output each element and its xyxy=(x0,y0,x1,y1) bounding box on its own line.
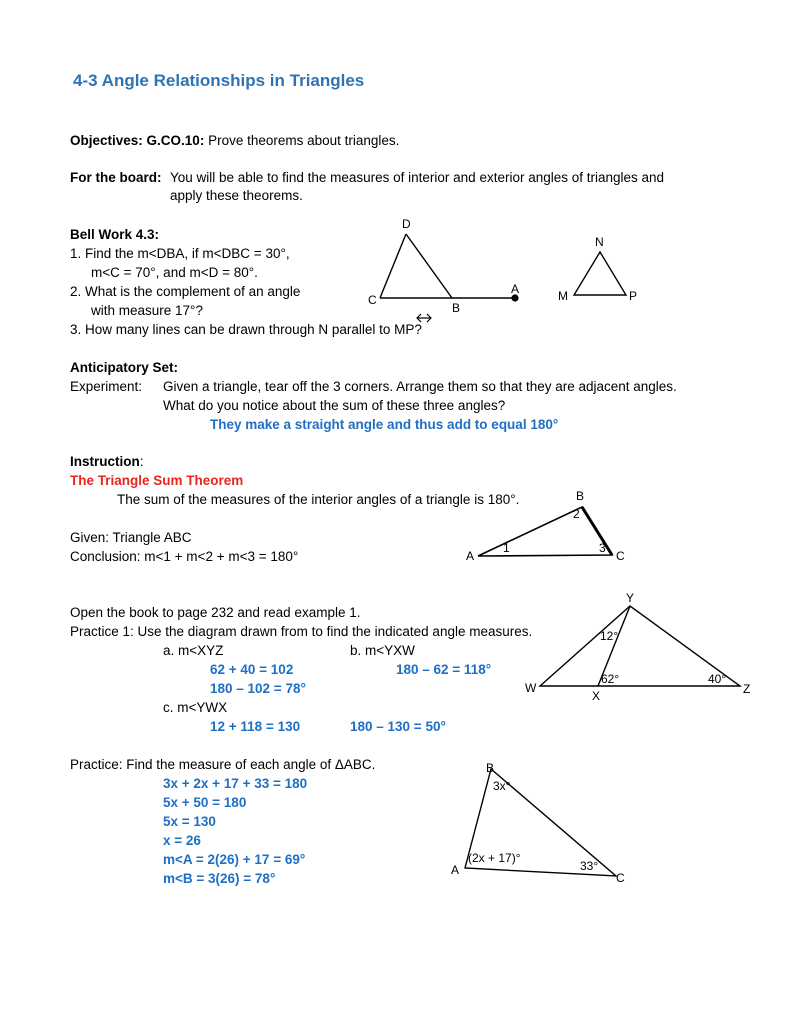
instruction-heading: Instruction xyxy=(70,454,140,469)
practice1-a-answer-2: 180 – 102 = 78° xyxy=(210,681,306,696)
angle-c-label: 33° xyxy=(580,859,599,873)
practice1-b-answer-1: 180 – 62 = 118° xyxy=(396,662,492,677)
angle-40-label: 40° xyxy=(708,672,727,686)
theorem-name: The Triangle Sum Theorem xyxy=(70,473,244,488)
bellwork-triangle-dcb xyxy=(380,234,515,298)
given-text: Given: Triangle ABC xyxy=(70,530,192,545)
label-b-sum: B xyxy=(576,489,585,503)
practice1-c-answer-2: 180 – 130 = 50° xyxy=(350,719,446,734)
triangle-abc-bold-side xyxy=(582,507,612,555)
experiment-line-1: Given a triangle, tear off the 3 corners. Arrange them so that they are adjacent angles. xyxy=(163,379,677,394)
bellwork-q3: 3. How many lines can be drawn through N parallel to MP? xyxy=(70,322,422,337)
experiment-line-2: What do you notice about the sum of these three angles? xyxy=(163,398,506,413)
board-line-2: apply these theorems. xyxy=(170,188,303,203)
label-w: W xyxy=(525,681,537,695)
conclusion-text: Conclusion: m<1 + m<2 + m<3 = 180° xyxy=(70,549,299,564)
objectives-label: Objectives: xyxy=(70,133,143,148)
experiment-answer: They make a straight angle and thus add to equal 180° xyxy=(210,417,559,432)
practice1-c-answer-1: 12 + 118 = 130 xyxy=(210,719,301,734)
board-label: For the board: xyxy=(70,170,162,185)
label-n: N xyxy=(595,235,604,249)
label-m: M xyxy=(558,289,568,303)
instruction-colon: : xyxy=(139,454,144,469)
line-symbol-icon xyxy=(417,314,431,322)
label-p: P xyxy=(629,289,638,303)
label-a-sum: A xyxy=(466,549,475,563)
label-c-sum: C xyxy=(616,549,625,563)
practice1-c-label: c. m<YWX xyxy=(163,700,228,715)
practice2-step-3: 5x = 130 xyxy=(163,814,216,829)
angle-3-label: 3 xyxy=(599,541,606,555)
objectives-text: Prove theorems about triangles. xyxy=(208,133,400,148)
label-x: X xyxy=(592,689,601,703)
practice2-step-4: x = 26 xyxy=(163,833,201,848)
angle-2-label: 2 xyxy=(573,507,580,521)
board-line-1: You will be able to find the measures of interior and exterior angles of triangles and xyxy=(170,170,665,185)
practice2-step-1: 3x + 2x + 17 + 33 = 180 xyxy=(163,776,308,791)
theorem-text: The sum of the measures of the interior angles of a triangle is 180°. xyxy=(117,492,520,507)
page-title: 4-3 Angle Relationships in Triangles xyxy=(73,71,365,90)
label-y: Y xyxy=(626,591,635,605)
angle-1-label: 1 xyxy=(503,541,510,555)
practice1-b-label: b. m<YXW xyxy=(350,643,415,658)
bellwork-q1b: m<C = 70°, and m<D = 80°. xyxy=(91,265,258,280)
angle-b-label: 3x° xyxy=(493,779,511,793)
label-c: C xyxy=(368,293,377,307)
bellwork-q2a: 2. What is the complement of an angle xyxy=(70,284,301,299)
practice1-prompt: Practice 1: Use the diagram drawn from to find the indicated angle measures. xyxy=(70,624,533,639)
practice2-prompt: Practice: Find the measure of each angle of ΔABC. xyxy=(70,757,376,772)
label-c-practice: C xyxy=(616,871,625,885)
practice1-intro: Open the book to page 232 and read example 1. xyxy=(70,605,361,620)
bellwork-heading: Bell Work 4.3: xyxy=(70,227,160,242)
triangle-abc-sum xyxy=(478,507,612,556)
objectives-code: G.CO.10: xyxy=(146,133,205,148)
bellwork-q2b: with measure 17°? xyxy=(91,303,203,318)
angle-12-label: 12° xyxy=(600,629,619,643)
bellwork-q1a: 1. Find the m<DBA, if m<DBC = 30°, xyxy=(70,246,290,261)
label-d: D xyxy=(402,217,411,231)
label-a-practice: A xyxy=(451,863,460,877)
practice1-a-label: a. m<XYZ xyxy=(163,643,224,658)
bellwork-triangle-mnp xyxy=(574,252,626,295)
label-b-practice: B xyxy=(486,761,495,775)
label-z: Z xyxy=(743,682,751,696)
practice2-step-6: m<B = 3(26) = 78° xyxy=(163,871,276,886)
angle-62-label: 62° xyxy=(601,672,620,686)
practice1-a-answer-1: 62 + 40 = 102 xyxy=(210,662,294,677)
practice2-step-5: m<A = 2(26) + 17 = 69° xyxy=(163,852,306,867)
anticipatory-heading: Anticipatory Set: xyxy=(70,360,179,375)
label-a: A xyxy=(511,282,520,296)
practice2-step-2: 5x + 50 = 180 xyxy=(163,795,247,810)
experiment-label: Experiment: xyxy=(70,379,143,394)
label-b: B xyxy=(452,301,461,315)
angle-a-label: (2x + 17)° xyxy=(468,851,521,865)
